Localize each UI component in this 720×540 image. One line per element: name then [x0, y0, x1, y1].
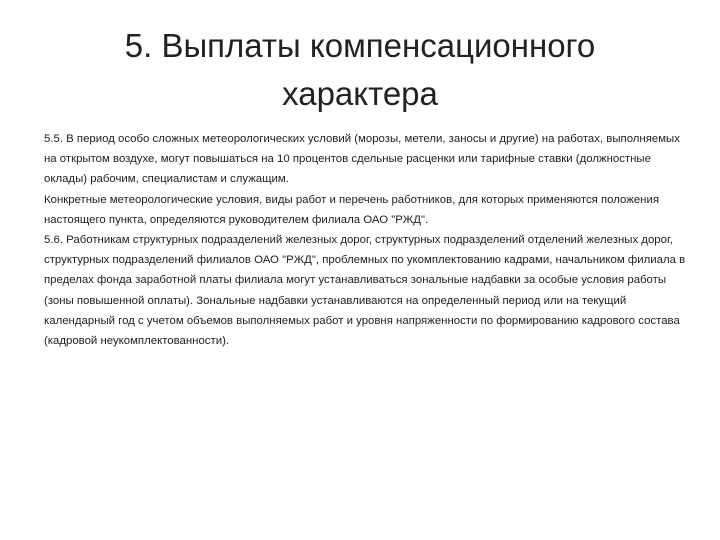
slide-body — [44, 129, 690, 351]
slide-title-line-1: 5. Выплаты компенсационного — [124, 27, 596, 64]
paragraph-5-5: 5.5. В период особо сложных метеорологических условий (морозы, метели, заносы и другие) на работах, выполняемых на открытом воздухе, могут повышаться на 10 процентов сдельные расценки или тарифные ставки (должностные оклады) рабочим, специалистам и служащим. — [44, 133, 680, 186]
paragraph-weather-conditions: Конкретные метеорологические условия, виды работ и перечень работников, для которых применяются положения настоящего пункта, определяются руководителем филиала ОАО "РЖД". — [44, 193, 659, 226]
paragraph-5-6: 5.6. Работникам структурных подразделений железных дорог, структурных подразделений отделений железных дорог, структурных подразделений филиалов ОАО "РЖД", проблемных по укомплектованию кадрами, начальником филиала в пределах фонда заработной платы филиала могут устанавливаться зональные надбавки за особые условия работы (зоны повышенной оплаты). Зональные надбавки устанавливаются на определенный период или на текущий календарный год с учетом объемов выполняемых работ и уровня напряженности по формированию кадрового состава (кадровой неукомплектованности). — [44, 234, 686, 348]
slide-title-line-2: характера — [282, 75, 438, 112]
slide-title — [60, 22, 660, 118]
